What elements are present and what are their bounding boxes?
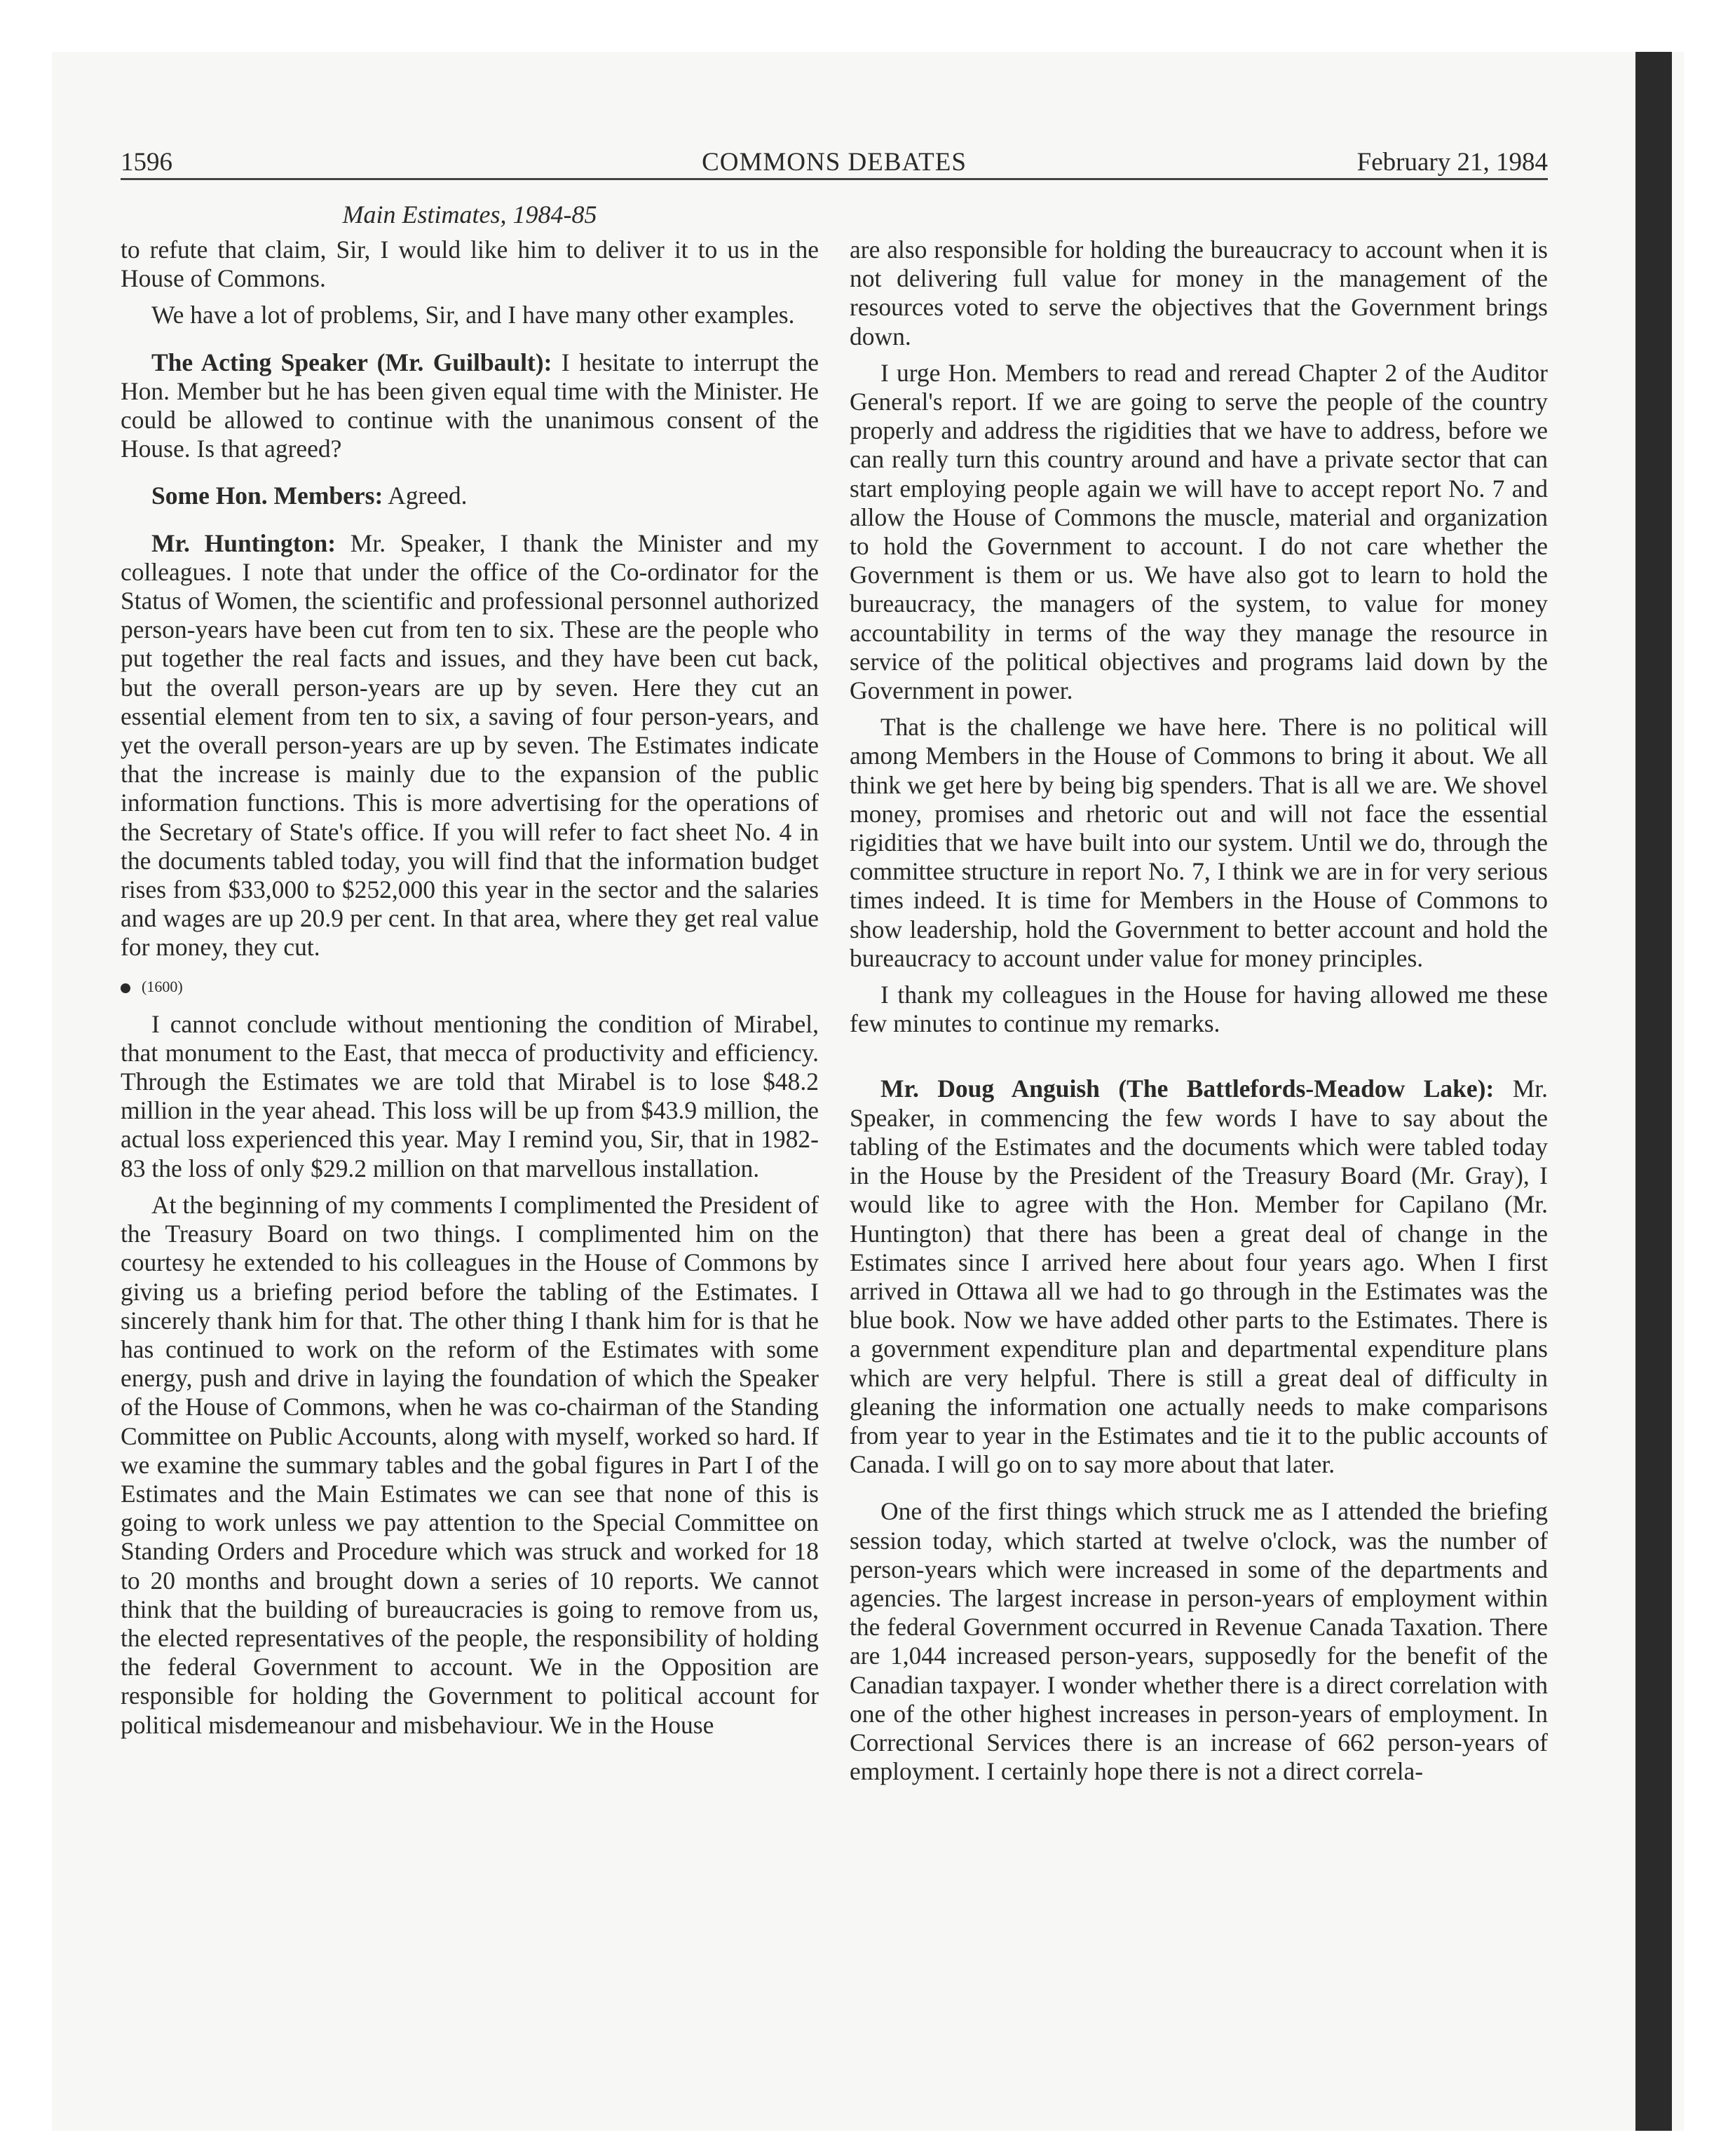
paragraph: That is the challenge we have here. There is no political will among Members in the House of Commons to bring it about. We all think we get here by being big spenders. That is all we are. We shovel money, promises and rhetoric out and will not face the essential rigidities that we have built into our system. Until we do, through the committee structure in report No. 7, I think we are in for very serious times indeed. It is time for Members in the House of Commons to show leadership, hold the Government to better account and hold the bureaucracy to account under value for money principles.: [850, 713, 1548, 972]
section-title: Main Estimates, 1984-85: [342, 200, 597, 228]
paragraph: I urge Hon. Members to read and reread Chapter 2 of the Auditor General's report. If we are going to serve the people of the country properly and address the rigidities that we have to address, before we can really turn this country around and have a private sector that can start employing people again we will have to accept report No. 7 and allow the House of Commons the muscle, material and organization to hold the Government to account. I do not care whether the Government is them or us. We have also got to learn to hold the bureaucracy, the managers of the system, to value for money accountability in terms of the way they manage the resource in service of the political objectives and programs laid down by the Government in power.: [850, 358, 1548, 705]
speaker-name: Mr. Huntington:: [151, 528, 336, 557]
right-column: [850, 236, 1548, 1794]
timestamp-marker: [121, 976, 819, 997]
scan-edge-shadow: [1635, 52, 1672, 2131]
speech-text: Agreed.: [383, 482, 468, 510]
paragraph: are also responsible for holding the bureaucracy to account when it is not delivering full value for money in the management of the resources voted to serve the objectives that the Government brings down.: [850, 236, 1548, 350]
speech-paragraph: [121, 348, 819, 464]
speech-text: Mr. Speaker, in commencing the few words I have to say about the tabling of the Estimates and the documents which were tabled today in the House by the President of the Treasury Board (Mr. Gray), I would like to agree with the Hon. Member for Capilano (Mr. Huntington) that there has been a great deal of change in the Estimates since I arrived here about four years ago. When I first arrived in Ottawa all we had to go through in the Estimates was the blue book. Now we have added other parts to the Estimates. There is a government expenditure plan and departmental expenditure plans which are very helpful. There is still a great deal of difficulty in gleaning the information one actually needs to make comparisons from year to year in the Estimates and tie it to the public accounts of Canada. I will go on to say more about that later.: [850, 1074, 1548, 1479]
speaker-name: The Acting Speaker (Mr. Guilbault):: [151, 348, 552, 376]
speech-text: Mr. Speaker, I thank the Minister and my colleagues. I note that under the office of the Co-ordinator for the Status of Women, the scientific and professional personnel authorized person-years have been cut from ten to six. These are the people who put together the real facts and issues, and they have been cut back, but the overall person-years are up by seven. Here they cut an essential element from ten to six, a saving of four person-years, and yet the overall person-years are up by seven. The Estimates indicate that the increase is mainly due to the expansion of the public information functions. This is more advertising for the operations of the Secretary of State's office. If you will refer to fact sheet No. 4 in the documents tabled today, you will find that the information budget rises from $33,000 to $252,000 this year in the sector and the salaries and wages are up 20.9 per cent. In that area, where they get real value for money, they cut.: [121, 528, 819, 962]
header-date: February 21, 1984: [1356, 148, 1548, 177]
left-column: [121, 236, 819, 1747]
publication-title: COMMONS DEBATES: [702, 148, 967, 177]
paragraph: One of the first things which struck me as I attended the briefing session today, which started at twelve o'clock, was the number of person-years which were increased in some of the departments and agencies. The largest increase in person-years of employment within the federal Government occurred in Revenue Canada Taxation. There are 1,044 increased person-years, supposedly for the benefit of the Canadian taxpayer. I wonder whether there is a direct correlation with one of the other highest increases in person-years of employment. In Correctional Services there is an increase of 662 person-years of employment. I certainly hope there is not a direct correla-: [850, 1497, 1548, 1786]
bullet-icon: [121, 983, 130, 993]
paragraph: to refute that claim, Sir, I would like him to deliver it to us in the House of Commons.: [121, 236, 819, 293]
speaker-name: Mr. Doug Anguish (The Battlefords-Meadow Lake):: [880, 1074, 1495, 1103]
speech-paragraph: [850, 1074, 1548, 1479]
speech-paragraph: [121, 529, 819, 962]
page-number: 1596: [121, 148, 172, 177]
paragraph: I cannot conclude without mentioning the condition of Mirabel, that monument to the East, that mecca of productivity and efficiency. Through the Estimates we are told that Mirabel is to lose $48.2 million in the year ahead. This loss will be up from $43.9 million, the actual loss experienced this year. May I remind you, Sir, that in 1982-83 the loss of only $29.2 million on that marvellous installation.: [121, 1009, 819, 1182]
running-header: [121, 147, 1548, 180]
paragraph: We have a lot of problems, Sir, and I have many other examples.: [151, 301, 795, 329]
paragraph: At the beginning of my comments I complimented the President of the Treasury Board on two things. I complimented him on the courtesy he extended to his colleagues in the House of Commons by giving us a briefing period before the tabling of the Estimates. I sincerely thank him for that. The other thing I thank him for is that he has continued to work on the reform of the Estimates with some energy, push and drive in laying the foundation of which the Speaker of the House of Commons, when he was co-chairman of the Standing Committee on Public Accounts, along with myself, worked so hard. If we examine the summary tables and the gobal figures in Part I of the Estimates and the Main Estimates we can see that none of this is going to work unless we pay attention to the Special Committee on Standing Orders and Procedure which was struck and worked for 18 to 20 months and brought down a series of 10 reports. We cannot think that the building of bureaucracies is going to remove from us, the elected representatives of the people, the responsibility of holding the federal Government to account. We in the Opposition are responsible for holding the Government to political account for political misdemeanour and misbehaviour. We in the House: [121, 1190, 819, 1739]
speaker-name: Some Hon. Members:: [151, 482, 383, 510]
speech-text: I hesitate to interrupt the Hon. Member but he has been given equal time with the Minister. He could be allowed to continue with the unanimous consent of the House. Is that agreed?: [121, 348, 819, 463]
speech-paragraph: [121, 482, 819, 510]
paragraph: I thank my colleagues in the House for having allowed me these few minutes to continue my remarks.: [850, 981, 1548, 1038]
timestamp-text: (1600): [142, 977, 183, 995]
